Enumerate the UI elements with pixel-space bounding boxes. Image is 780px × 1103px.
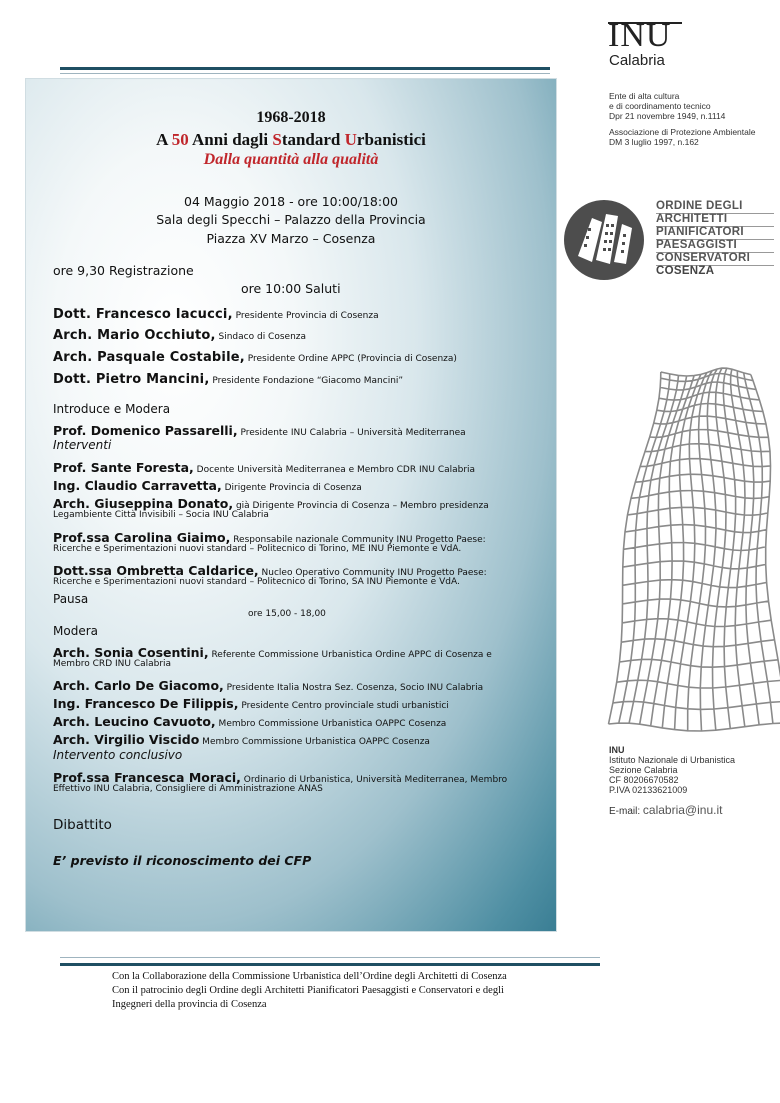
email-row: E-mail: calabria@inu.it xyxy=(609,803,723,817)
ordine-text: CONSERVATORI xyxy=(656,252,751,264)
registration-time: ore 9,30 Registrazione xyxy=(53,263,194,278)
talk-row-cont: Legambiente Città Invisibili – Socia INU Calabria xyxy=(53,510,269,520)
talk-row-cont: Ricerche e Sperimentazioni nuovi standard – Politecnico di Torino, ME INU Piemonte e VdA. xyxy=(53,544,462,554)
moderator-row: Prof. Domenico Passarelli, Presidente INU Calabria – Università Mediterranea xyxy=(53,423,466,438)
ordine-architetti-logo-icon xyxy=(562,198,646,282)
contact-line: CF 80206670582 xyxy=(609,775,679,785)
email-link[interactable]: calabria@inu.it xyxy=(642,803,723,817)
speaker-row: Arch. Mario Occhiuto, Sindaco di Cosenza xyxy=(53,328,307,343)
introduce-label: Introduce e Modera xyxy=(53,402,171,416)
event-date: 04 Maggio 2018 - ore 10:00/18:00 xyxy=(184,194,398,209)
talk-row-cont: Ricerche e Sperimentazioni nuovi standard – Politecnico di Torino, SA INU Piemonte e VdA. xyxy=(53,577,460,587)
moderator-row-cont: Membro CRD INU Calabria xyxy=(53,659,172,669)
modera-label: Modera xyxy=(53,624,98,638)
talk-row: Dott.ssa Ombretta Caldarice, Nucleo Operativo Community INU Progetto Paese: xyxy=(53,563,487,578)
event-title: A 50 Anni dagli Standard Urbanistici xyxy=(156,130,426,149)
mesh-lines xyxy=(609,368,780,731)
debate-label: Dibattito xyxy=(53,817,112,833)
talk-row: Prof. Sante Foresta, Docente Università Mediterranea e Membro CDR INU Calabria xyxy=(53,460,476,475)
top-rule-thin xyxy=(60,73,550,74)
talk-row: Prof.ssa Carolina Giaimo, Responsabile nazionale Community INU Progetto Paese: xyxy=(53,530,486,545)
contact-line: Sezione Calabria xyxy=(609,765,678,775)
assoc-info-line: Associazione di Protezione Ambientale xyxy=(609,127,756,137)
footer-rule-thin xyxy=(60,957,600,958)
ordine-text: ORDINE DEGLI xyxy=(656,200,743,212)
contact-line: Istituto Nazionale di Urbanistica xyxy=(609,755,736,765)
footer-line: Con il patrocinio degli Ordine degli Architetti Pianificatori Paesaggisti e Conservatori e degli xyxy=(112,985,504,996)
ordine-text: PAESAGGISTI xyxy=(656,239,738,251)
program-panel xyxy=(26,79,556,931)
footer-line: Con la Collaborazione della Commissione Urbanistica dell’Ordine degli Architetti di Cosenza xyxy=(112,971,507,982)
afternoon-time: ore 15,00 - 18,00 xyxy=(248,609,326,619)
greetings-time: ore 10:00 Saluti xyxy=(241,281,341,296)
inu-info-line: e di coordinamento tecnico xyxy=(609,101,711,111)
event-years: 1968-2018 xyxy=(256,109,326,126)
talk-row: Ing. Francesco De Filippis, Presidente Centro provinciale studi urbanistici xyxy=(53,696,449,711)
ordine-text: PIANIFICATORI xyxy=(656,226,744,238)
talk-row: Ing. Claudio Carravetta, Dirigente Provincia di Cosenza xyxy=(53,478,362,493)
event-subtitle: Dalla quantità alla qualità xyxy=(203,151,379,168)
top-rule xyxy=(60,67,550,70)
talk-row: Arch. Carlo De Giacomo, Presidente Italia Nostra Sez. Cosenza, Socio INU Calabria xyxy=(53,678,484,693)
conclusion-label: Intervento conclusivo xyxy=(53,748,183,762)
inu-logo: INU xyxy=(608,17,672,54)
pause-label: Pausa xyxy=(53,592,89,606)
talk-row: Arch. Leucino Cavuoto, Membro Commissione Urbanistica OAPPC Cosenza xyxy=(53,714,447,729)
talk-row: Arch. Virgilio Viscido Membro Commissione Urbanistica OAPPC Cosenza xyxy=(53,732,430,747)
cfp-note: E’ previsto il riconoscimento dei CFP xyxy=(53,853,312,868)
event-address: Piazza XV Marzo – Cosenza xyxy=(206,231,376,246)
ordine-text: ARCHITETTI xyxy=(656,213,728,225)
contact-line: INU xyxy=(609,745,625,755)
speaker-row: Dott. Francesco Iacucci, Presidente Provincia di Cosenza xyxy=(53,307,379,322)
conclusion-row: Prof.ssa Francesca Moraci, Ordinario di Urbanistica, Università Mediterranea, Membro xyxy=(53,770,508,785)
assoc-info-line: DM 3 luglio 1997, n.162 xyxy=(609,137,699,147)
conclusion-row-cont: Effettivo INU Calabria, Consigliere di Amministrazione ANAS xyxy=(53,784,323,794)
speaker-row: Arch. Pasquale Costabile, Presidente Ordine APPC (Provincia di Cosenza) xyxy=(53,350,457,365)
contact-line: P.IVA 02133621009 xyxy=(609,785,688,795)
talk-row: Arch. Giuseppina Donato, già Dirigente Provincia di Cosenza – Membro presidenza xyxy=(53,496,489,511)
footer-rule xyxy=(60,963,600,966)
ordine-text: COSENZA xyxy=(656,265,715,277)
inu-region: Calabria xyxy=(609,52,665,69)
inu-info-line: Ente di alta cultura xyxy=(609,91,680,101)
speaker-row: Dott. Pietro Mancini, Presidente Fondazione “Giacomo Mancini” xyxy=(53,372,404,387)
moderator-row: Arch. Sonia Cosentini, Referente Commissione Urbanistica Ordine APPC di Cosenza e xyxy=(53,645,492,660)
inu-info-line: Dpr 21 novembre 1949, n.1114 xyxy=(609,111,726,121)
footer-line: Ingegneri della provincia di Cosenza xyxy=(112,999,267,1010)
event-venue: Sala degli Specchi – Palazzo della Provincia xyxy=(156,212,426,227)
wireframe-mesh-illustration xyxy=(606,364,780,734)
interventi-label: Interventi xyxy=(53,438,112,452)
